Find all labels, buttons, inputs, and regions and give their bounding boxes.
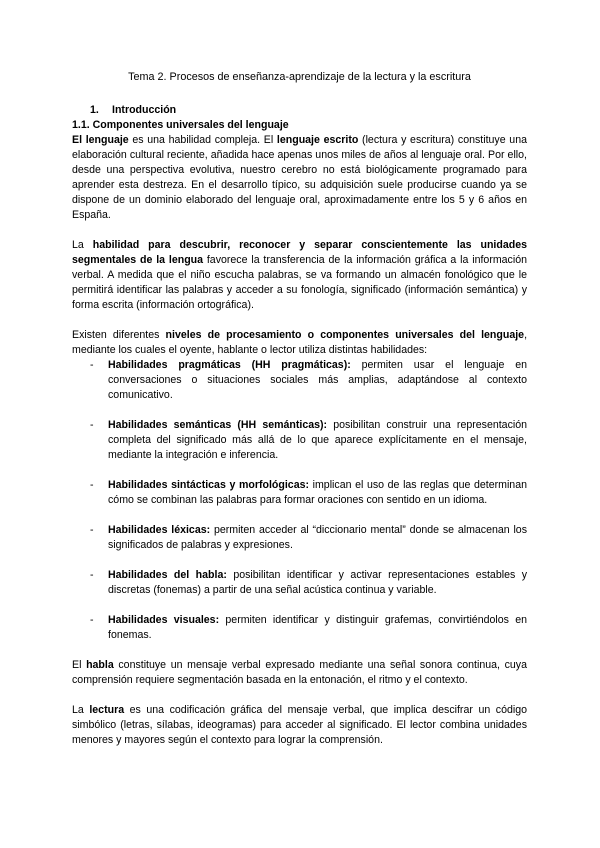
list-dash: - xyxy=(90,359,94,371)
section-number: 1. xyxy=(90,104,99,116)
section-label: Introducción xyxy=(112,104,177,116)
paragraph-text: (lectura y escritura) constituye una elaboración cultural reciente, añadida hace apenas unos miles de años al lenguaje oral. Por ello, desde una perspectiva evolutiva, nuestro cerebro no está biológicamente programado para aprender esta destreza. En el desarrollo típico, su adquisición suele producirse cuando ya se dispone de un dominio elaborado del lenguaje oral, aproximadamente entre los 5 y 6 años en España. xyxy=(72,134,527,221)
list-item xyxy=(72,568,527,598)
subsection-heading: 1.1. Componentes universales del lenguaje xyxy=(72,119,289,131)
bold-term: habla xyxy=(86,659,114,671)
list-item xyxy=(72,418,527,463)
skill-description: posibilitan construir una representación completa del significado más allá de lo que aparece explícitamente en el mensaje, mediante la integración e inferencia. xyxy=(108,419,527,461)
skill-name: Habilidades pragmáticas (HH pragmáticas): xyxy=(108,359,351,371)
bold-term: habilidad para descubrir, reconocer y separar conscientemente las unidades segmentales de la lengua xyxy=(72,239,527,266)
list-item xyxy=(72,478,527,508)
paragraph-habilidad xyxy=(72,238,527,313)
paragraph-text: Existen diferentes xyxy=(72,329,166,341)
list-dash: - xyxy=(90,614,94,626)
paragraph-text: , mediante los cuales el oyente, hablante o lector utiliza distintas habilidades: xyxy=(72,329,528,356)
list-dash: - xyxy=(90,524,94,536)
document-title: Tema 2. Procesos de enseñanza-aprendizaje de la lectura y la escritura xyxy=(128,71,471,83)
section-heading xyxy=(90,103,527,118)
paragraph-niveles xyxy=(72,328,527,358)
list-dash: - xyxy=(90,479,94,491)
paragraph-text: constituye un mensaje verbal expresado mediante una señal sonora continua, cuya comprensión requiere segmentación basada en la entonación, el ritmo y el contexto. xyxy=(72,659,527,686)
skill-description: implican el uso de las reglas que determinan cómo se combinan las palabras para formar oraciones con sentido en un idioma. xyxy=(108,479,527,506)
skill-description: posibilitan identificar y activar representaciones estables y discretas (fonemas) a partir de una señal acústica continua y variable. xyxy=(108,569,528,596)
skills-list xyxy=(72,358,527,643)
paragraph-lenguaje xyxy=(72,133,527,223)
paragraph-text: es una codificación gráfica del mensaje verbal, que implica descifrar un código simbólico (letras, sílabas, ideogramas) para acceder al significado. El lector combina unidades menores y mayores según el contexto para lograr la comprensión. xyxy=(72,704,527,746)
list-item xyxy=(72,613,527,643)
skill-name: Habilidades semánticas (HH semánticas): xyxy=(108,419,328,431)
list-item xyxy=(72,523,527,553)
bold-term: lectura xyxy=(89,704,125,716)
paragraph-text: favorece la transferencia de la información gráfica a la información verbal. A medida que el niño escucha palabras, se va formando un almacén fonológico que le permitirá identificar las palabras y acceder a su fonología, significado (información semántica) y forma escrita (información ortográfica). xyxy=(72,254,527,311)
list-dash: - xyxy=(90,419,94,431)
skill-name: Habilidades del habla: xyxy=(108,569,227,581)
list-dash: - xyxy=(90,569,94,581)
bold-term: lenguaje escrito xyxy=(276,134,359,146)
bold-term: El lenguaje xyxy=(72,134,129,146)
skill-name: Habilidades sintácticas y morfológicas: xyxy=(108,479,310,491)
skill-name: Habilidades visuales: xyxy=(108,614,220,626)
skill-description: permiten usar el lenguaje en conversaciones o situaciones sociales más amplias, adaptándose al contexto comunicativo. xyxy=(108,359,527,401)
paragraph-text: La xyxy=(72,704,90,716)
list-item xyxy=(72,358,527,403)
paragraph-text: La xyxy=(72,239,93,251)
skill-name: Habilidades léxicas: xyxy=(108,524,211,536)
document-page xyxy=(72,70,527,748)
paragraph-text: es una habilidad compleja. El xyxy=(128,134,277,146)
paragraph-habla xyxy=(72,658,527,688)
paragraph-lectura xyxy=(72,703,527,748)
skill-description: permiten identificar y distinguir grafemas, convirtiéndolos en fonemas. xyxy=(108,614,527,641)
paragraph-text: El xyxy=(72,659,87,671)
bold-term: niveles de procesamiento o componentes universales del lenguaje xyxy=(165,329,525,341)
skill-description: permiten acceder al “diccionario mental” donde se almacenan los significados de palabras y expresiones. xyxy=(108,524,527,551)
